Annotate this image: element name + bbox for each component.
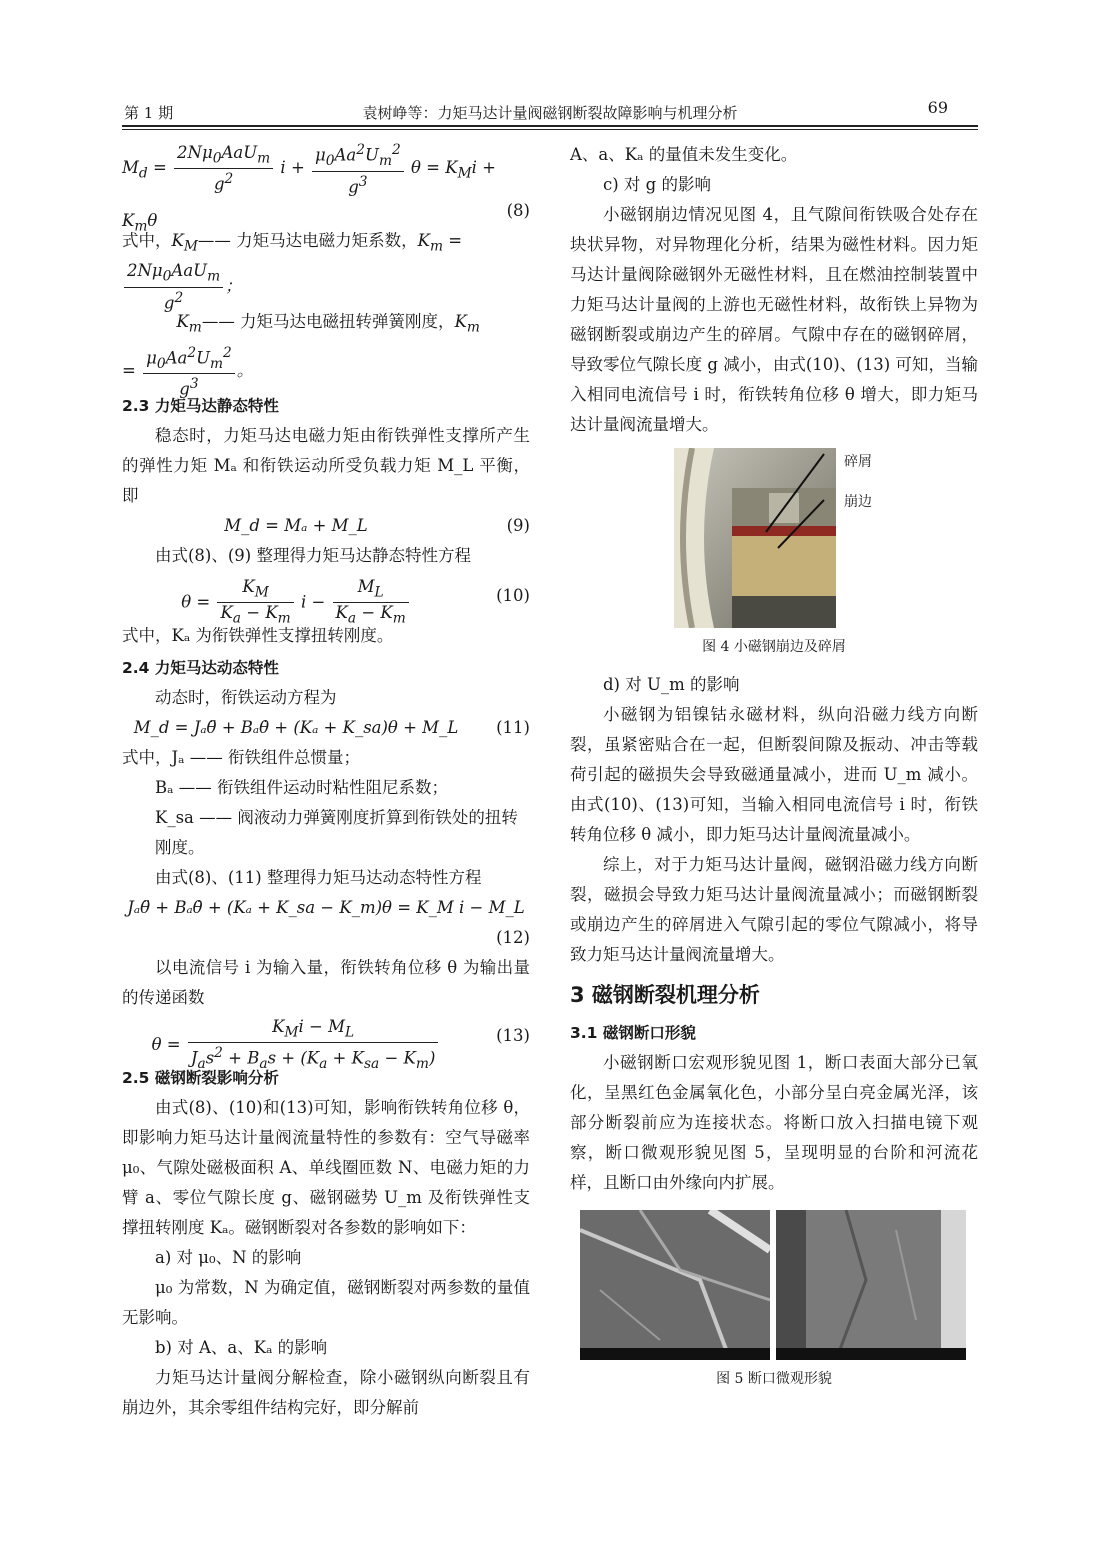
item-b-continued: A、a、Kₐ 的量值未发生变化。 <box>570 145 798 164</box>
equation-8: $M_d$ = $\frac{2N\mu_0AaU_m}{g^2}$ i + $\frac{\mu_0Aa^2U_m^2}{g^3}$ $\theta = K_Mi + K_m\theta$ <box>122 142 497 235</box>
equation-8-number: (8) <box>506 201 530 220</box>
figure-5-caption: 图 5 断口微观形貌 <box>716 1371 832 1387</box>
section-3: 3 磁钢断裂机理分析 <box>570 983 760 1007</box>
figure-4-photo <box>674 448 836 628</box>
section-2-3: 2.3 力矩马达静态特性 <box>122 396 279 415</box>
section-3-1: 3.1 磁钢断口形貌 <box>570 1024 696 1042</box>
equation-12-number: (12) <box>496 927 530 947</box>
figure-4-label-chipping: 崩边 <box>844 494 872 510</box>
figure-5-sem-left <box>580 1210 770 1360</box>
where-ja: 式中，Jₐ —— 衔铁组件总惯量； <box>122 747 360 767</box>
equation-10: θ = $\frac{K_M}{K_a - K_m}$ i − $\frac{M_L}{K_a - K_m}$ (10) <box>181 576 530 627</box>
paragraph-2-4c: 以电流信号 i 为输入量，衔铁转角位移 θ 为输出量的传递函数 <box>122 957 530 1007</box>
paragraph-2-5: 由式(8)、(10)和(13)可知，影响衔铁转角位移 θ，即影响力矩马达计量阀流量特性的参数有：空气导磁率 μ₀、气隙处磁极面积 A、单线圈匝数 N、电磁力矩的力臂 a、零位气隙长度 g、磁钢磁势 U_m 及衔铁弹性支撑扭转刚度 Kₐ。磁钢断裂对各参数的影响如下： <box>122 1097 530 1237</box>
section-2-4: 2.4 力矩马达动态特性 <box>122 658 279 677</box>
paragraph-2-3c: 式中，Kₐ 为衔铁弹性支撑扭转刚度。 <box>122 625 394 645</box>
where-km-spring: $K_m——$ 力矩马达电磁扭转弹簧刚度，$K_m$ <box>176 312 480 336</box>
paragraph-3-1: 小磁钢断口宏观形貌见图 1，断口表面大部分已氧化，呈黑红色金属氧化色，小部分呈白亮金属光泽，该部分断裂前应为连接状态。将断口放入扫描电镜下观察，断口微观形貌见图 5，呈现明显的台阶和河流花样，且断口由外缘向内扩展。 <box>570 1053 978 1192</box>
figure-5 <box>580 1210 966 1360</box>
item-a-text: μ₀ 为常数，N 为确定值，磁钢断裂对两参数的量值无影响。 <box>122 1277 530 1327</box>
item-d-text: 小磁钢为铝镍钴永磁材料，纵向沿磁力线方向断裂，虽紧密贴合在一起，但断裂间隙及振动、冲击等载荷引起的磁损失会导致磁通量减小，进而 U_m 减小。由式(10)、(13)可知，当输入相同电流信号 i 时，衔铁转角位移 θ 减小，即力矩马达计量阀流量减小。 <box>570 705 978 844</box>
figure-4 <box>674 448 874 628</box>
summary-paragraph: 综上，对于力矩马达计量阀，磁钢沿磁力线方向断裂，磁损会导致力矩马达计量阀流量减小；而磁钢断裂或崩边产生的碎屑进入气隙引起的零位气隙减小，将导致力矩马达计量阀流量增大。 <box>570 855 978 964</box>
figure-4-label-debris: 碎屑 <box>844 454 872 470</box>
equation-13: θ = $\frac{K_Mi - M_L}{J_as^2 + B_as + (K_a + K_{sa} - K_m)}$ (13) <box>151 1016 530 1072</box>
page-number: 69 <box>927 98 948 117</box>
km-definition: $\frac{2N\mu_0AaU_m}{g^2}$ ； <box>122 261 530 307</box>
figure-5-sem-right <box>776 1210 966 1360</box>
paragraph-2-4: 动态时，衔铁运动方程为 <box>155 687 337 707</box>
issue-number: 第 1 期 <box>124 104 174 122</box>
km-spring-definition: = $\frac{\mu_0Aa^2U_m^2}{g^3}$ 。 <box>122 344 254 399</box>
right-column <box>570 140 978 1402</box>
header-rule-thin <box>122 129 978 130</box>
paragraph-2-3b: 由式(8)、(9) 整理得力矩马达静态特性方程 <box>155 545 471 565</box>
where-ksa: K_sa —— 阀液动力弹簧刚度折算到衔铁处的扭转刚度。 <box>155 807 518 857</box>
equation-11: M_d = Jₐθ̈ + Bₐθ̇ + (Kₐ + K_sa)θ + M_L (11) <box>133 717 530 737</box>
item-c-heading: c) 对 g 的影响 <box>603 175 711 194</box>
item-c-text: 小磁钢崩边情况见图 4，且气隙间衔铁吸合处存在块状异物，对异物理化分析，结果为磁性材料。因力矩马达计量阀除磁钢外无磁性材料，且在燃油控制装置中力矩马达计量阀的上游也无磁性材料，故衔铁上异物为磁钢断裂或崩边产生的碎屑。气隙中存在的磁钢碎屑，导致零位气隙长度 g 减小，由式(10)、(13) 可知，当输入相同电流信号 i 时，衔铁转角位移 θ 增大，即力矩马达计量阀流量增大。 <box>570 205 978 434</box>
running-title: 袁树峥等：力矩马达计量阀磁钢断裂故障影响与机理分析 <box>362 104 738 122</box>
section-2-5: 2.5 磁钢断裂影响分析 <box>122 1068 279 1087</box>
paragraph-2-4b: 由式(8)、(11) 整理得力矩马达动态特性方程 <box>155 867 482 887</box>
figure-4-caption: 图 4 小磁钢崩边及碎屑 <box>702 639 846 655</box>
running-header <box>122 98 978 124</box>
item-b-heading: b) 对 A、a、Kₐ 的影响 <box>155 1337 328 1357</box>
item-a-heading: a) 对 μ₀、N 的影响 <box>155 1247 302 1267</box>
left-column <box>122 140 530 1423</box>
equation-12: Jₐθ̈ + Bₐθ̇ + (Kₐ + K_sa − K_m)θ = K_M i − M_L <box>127 897 525 917</box>
item-b-text: 力矩马达计量阀分解检查，除小磁钢纵向断裂且有崩边外，其余零组件结构完好，即分解前 <box>122 1367 530 1417</box>
equation-9: M_d = Mₐ + M_L (9) <box>224 515 530 535</box>
where-ba: Bₐ —— 衔铁组件运动时粘性阻尼系数； <box>155 777 448 797</box>
where-km: 式中，$K_M——$ 力矩马达电磁力矩系数，$K_m$ = <box>122 231 463 255</box>
header-rule <box>122 125 978 127</box>
item-d-heading: d) 对 U_m 的影响 <box>603 675 740 694</box>
paragraph-2-3: 稳态时，力矩马达电磁力矩由衔铁弹性支撑所产生的弹性力矩 Mₐ 和衔铁运动所受负载力矩 M_L 平衡，即 <box>122 425 530 505</box>
